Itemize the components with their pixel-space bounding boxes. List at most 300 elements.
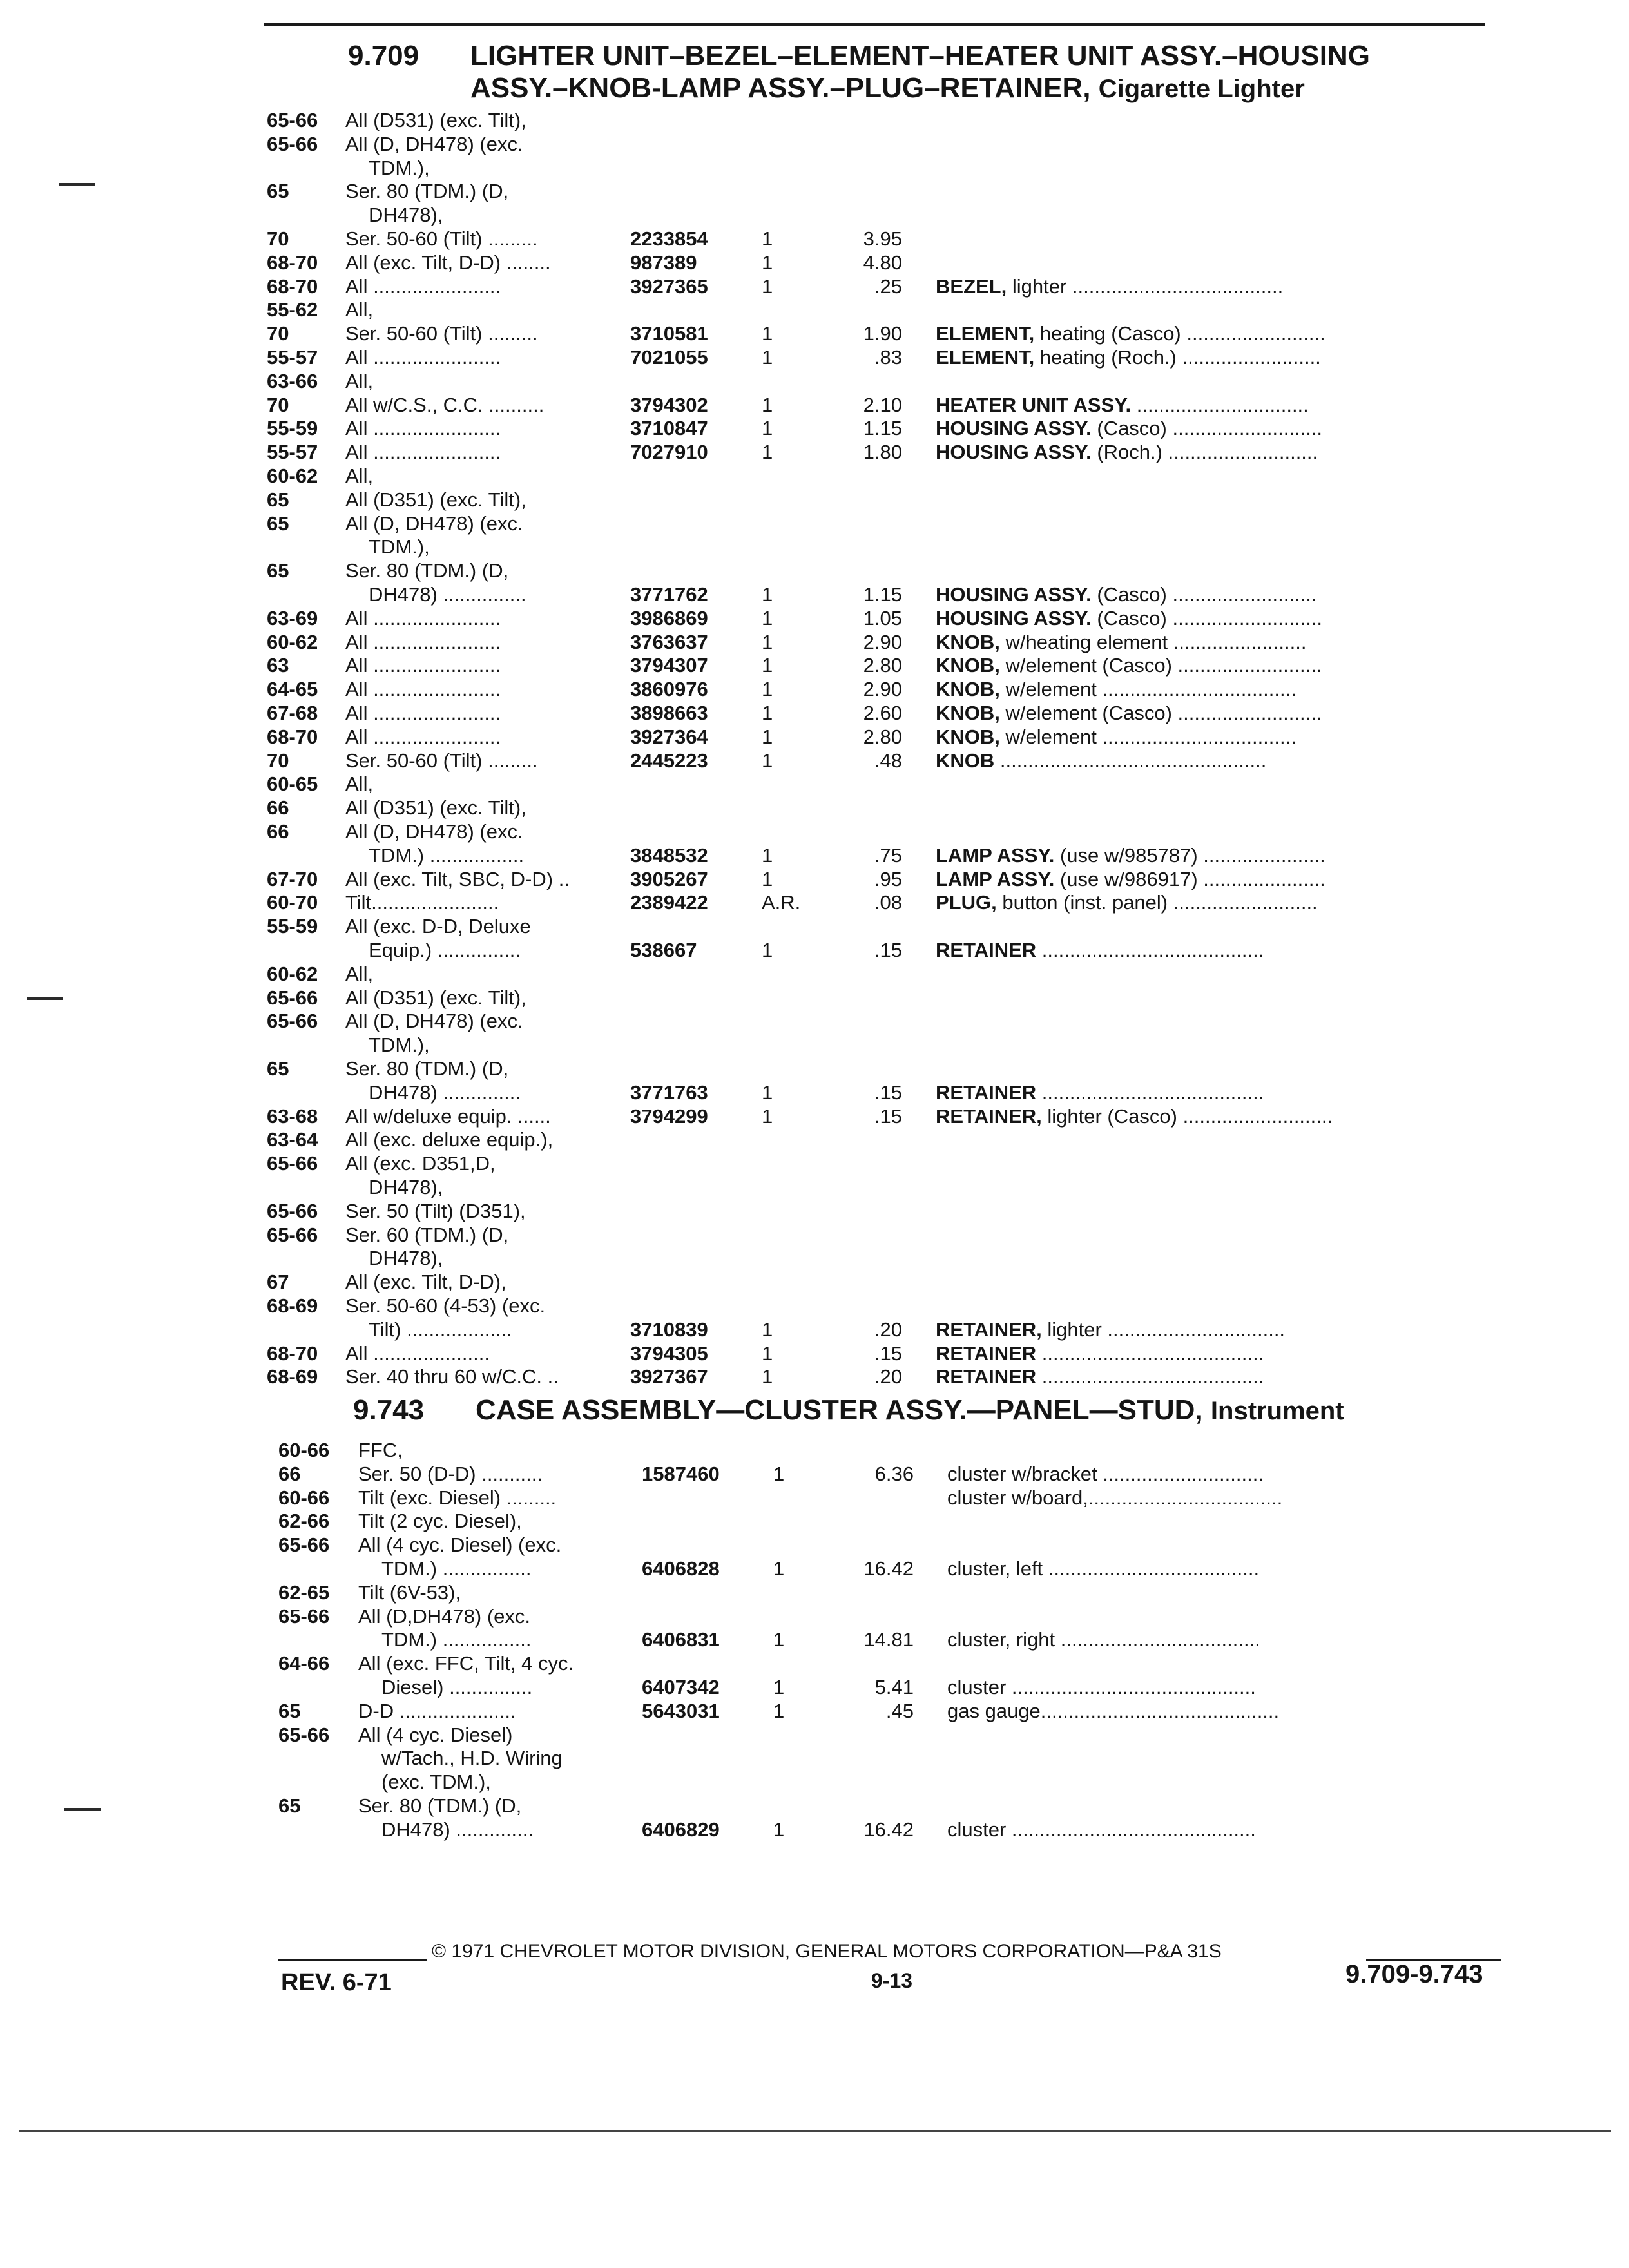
part-number: 6406829 (642, 1818, 720, 1841)
application-desc: All (exc. D351,D, (345, 1152, 496, 1175)
application-desc: All w/C.S., C.C. .......... (345, 393, 545, 416)
application-desc: DH478) ............... (369, 583, 526, 606)
part-number: 3710847 (630, 417, 708, 440)
application-desc: All (4 cyc. Diesel) (exc. (358, 1533, 562, 1557)
top-rule (264, 23, 1485, 26)
part-name-detail: w/heating element ........................ (1005, 630, 1307, 653)
quantity: 1 (762, 251, 773, 274)
table-row (0, 322, 1629, 345)
application-desc: Ser. 80 (TDM.) (D, (345, 180, 509, 203)
part-name: cluster, right .................................... (947, 1628, 1260, 1651)
quantity: 1 (762, 1318, 773, 1341)
part-number: 7021055 (630, 346, 708, 369)
quantity: 1 (762, 274, 773, 298)
table-row (0, 1009, 1629, 1033)
part-name (936, 653, 1322, 677)
list-price: .15 (874, 1081, 902, 1104)
model-year: 60-66 (278, 1486, 330, 1509)
application-desc: Ser. 80 (TDM.) (D, (345, 559, 509, 582)
application-desc: All, (345, 465, 374, 487)
application-desc: Ser. 50-60 (4-53) (exc. (345, 1294, 546, 1317)
model-year: 65 (267, 512, 289, 535)
table-row (0, 393, 1629, 417)
part-name (936, 890, 1318, 914)
list-price: .08 (874, 891, 902, 914)
part-name-detail: ............................... (1136, 393, 1309, 416)
model-year: 70 (267, 322, 289, 345)
section-title-line2: ASSY.–KNOB-LAMP ASSY.–PLUG–RETAINER, (470, 72, 1091, 104)
application-desc: All ....................... (345, 654, 501, 677)
table-row (0, 512, 1629, 535)
model-year: 67 (267, 1271, 289, 1294)
application-desc: Ser. 40 thru 60 w/C.C. .. (345, 1365, 559, 1389)
part-name-bold: RETAINER, (936, 1318, 1042, 1341)
part-number: 3986869 (630, 606, 708, 629)
part-name-detail: (Casco) ........................... (1097, 606, 1323, 629)
quantity: 1 (762, 227, 773, 250)
application-desc: All (D, DH478) (exc. (345, 132, 523, 155)
application-desc: All (D351) (exc. Tilt), (345, 796, 526, 820)
list-price: .25 (874, 274, 902, 298)
application-desc: All ....................... (345, 417, 501, 440)
list-price: .15 (874, 1341, 902, 1365)
part-name-detail: ........................................ (1041, 1365, 1264, 1389)
table-row (0, 1223, 1629, 1247)
list-price: .20 (874, 1318, 902, 1341)
application-desc: All (exc. deluxe equip.), (345, 1128, 554, 1151)
list-price: 3.95 (863, 227, 902, 250)
part-name (936, 630, 1306, 654)
application-desc: TDM.) ................ (381, 1557, 532, 1580)
model-year: 55-57 (267, 441, 318, 464)
table-row (0, 1746, 1629, 1770)
application-desc: DH478), (369, 1247, 443, 1270)
part-name-detail: ........................................ (1041, 1341, 1264, 1365)
table-row (0, 1509, 1629, 1533)
bottom-rule (19, 2130, 1611, 2132)
quantity: 1 (773, 1676, 785, 1698)
list-price: 1.90 (863, 322, 902, 345)
part-name (936, 749, 1266, 773)
part-name: cluster w/bracket ............................. (947, 1462, 1264, 1485)
part-name (936, 677, 1296, 701)
quantity: 1 (762, 1104, 773, 1128)
quantity: 1 (773, 1699, 785, 1722)
table-row (0, 1438, 1629, 1462)
application-desc: TDM.), (369, 535, 430, 559)
application-desc: TDM.), (369, 1033, 430, 1057)
table-row (0, 464, 1629, 488)
part-name (936, 416, 1322, 440)
application-desc: All, (345, 962, 374, 985)
application-desc: Ser. 50-60 (Tilt) ......... (345, 322, 538, 345)
list-price: 2.90 (863, 630, 902, 653)
part-name (936, 701, 1322, 725)
part-name (936, 1365, 1264, 1389)
part-name-detail: button (inst. panel) .......................... (1002, 891, 1318, 914)
application-desc: FFC, (358, 1439, 403, 1461)
part-name-bold: ELEMENT, (936, 322, 1035, 345)
section-range: 9.709-9.743 (1345, 1960, 1483, 1988)
table-row (0, 298, 1629, 322)
application-desc: Ser. 50 (Tilt) (D351), (345, 1199, 526, 1222)
part-name (936, 843, 1325, 867)
part-name (936, 393, 1309, 417)
quantity: 1 (762, 654, 773, 677)
application-desc: All (D531) (exc. Tilt), (345, 109, 526, 131)
application-desc: All ....................... (345, 702, 501, 724)
application-desc: All (exc. D-D, Deluxe (345, 915, 531, 938)
copyright-line: © 1971 CHEVROLET MOTOR DIVISION, GENERAL MOTORS CORPORATION—P&A 31S (432, 1941, 1222, 1962)
list-price: 2.90 (863, 678, 902, 701)
part-name-detail: w/element ................................... (1005, 725, 1296, 748)
table-row (0, 132, 1629, 156)
application-desc: Ser. 80 (TDM.) (D, (358, 1794, 522, 1817)
application-desc: All (D, DH478) (exc. (345, 820, 523, 843)
part-name-bold: HOUSING ASSY. (936, 441, 1092, 464)
table-row (0, 653, 1629, 677)
table-row (0, 1699, 1629, 1723)
part-number: 2389422 (630, 891, 708, 914)
section-title-suffix: Cigarette Lighter (1098, 75, 1305, 103)
list-price: 1.15 (863, 417, 902, 440)
model-year: 65-66 (278, 1604, 330, 1628)
table-row (0, 156, 1629, 180)
part-name-detail: (use w/986917) ...................... (1059, 867, 1325, 890)
application-desc: DH478), (369, 204, 443, 227)
part-name (936, 582, 1316, 606)
part-name-bold: RETAINER (936, 1081, 1037, 1104)
model-year: 65-66 (267, 1223, 318, 1246)
quantity: 1 (762, 441, 773, 464)
part-name-detail: heating (Casco) ......................... (1039, 322, 1325, 345)
application-desc: D-D ..................... (358, 1699, 516, 1722)
table-row (0, 1533, 1629, 1557)
model-year: 70 (267, 393, 289, 416)
part-number: 3927365 (630, 274, 708, 298)
section-number: 9.709 (348, 40, 419, 72)
part-name (936, 1318, 1285, 1341)
section-title-line1: LIGHTER UNIT–BEZEL–ELEMENT–HEATER UNIT ASSY.–HOUSING (470, 40, 1370, 72)
table-row (0, 1318, 1629, 1341)
part-name-bold: HOUSING ASSY. (936, 417, 1092, 440)
table-row (0, 559, 1629, 582)
model-year: 67-68 (267, 702, 318, 724)
table-row (0, 630, 1629, 654)
model-year: 65 (278, 1794, 301, 1817)
model-year: 63-66 (267, 369, 318, 392)
part-name-bold: PLUG, (936, 891, 997, 914)
application-desc: Ser. 60 (TDM.) (D, (345, 1223, 509, 1246)
list-price: .95 (874, 867, 902, 890)
application-desc: All, (345, 298, 374, 322)
part-name-detail: (Casco) .......................... (1097, 583, 1317, 606)
table-row (0, 108, 1629, 132)
quantity: 1 (762, 867, 773, 890)
model-year: 65-66 (267, 1199, 318, 1222)
part-name-bold: KNOB, (936, 725, 1000, 748)
table-row (0, 369, 1629, 393)
table-row (0, 1486, 1629, 1510)
application-desc: All ....................... (345, 678, 501, 701)
quantity: 1 (762, 725, 773, 748)
application-desc: All ....................... (345, 606, 501, 629)
part-name-bold: KNOB, (936, 654, 1000, 677)
model-year: 68-69 (267, 1365, 318, 1389)
part-number: 3710839 (630, 1318, 708, 1341)
part-name-detail: lighter ................................ (1047, 1318, 1286, 1341)
table-row (0, 251, 1629, 274)
quantity: 1 (762, 583, 773, 606)
part-name-bold: LAMP ASSY. (936, 843, 1055, 867)
part-number: 3794307 (630, 654, 708, 677)
part-number: 3860976 (630, 678, 708, 701)
table-row (0, 179, 1629, 203)
quantity: 1 (762, 606, 773, 629)
model-year: 62-66 (278, 1510, 330, 1533)
application-desc: DH478) .............. (369, 1081, 521, 1104)
part-number: 3771763 (630, 1081, 708, 1104)
part-name-detail: w/element (Casco) .......................... (1005, 654, 1322, 677)
part-name-bold: KNOB (936, 749, 995, 772)
application-desc: All (exc. Tilt, D-D), (345, 1271, 506, 1294)
part-name-detail: lighter ...................................... (1012, 274, 1284, 298)
list-price: 2.60 (863, 702, 902, 724)
application-desc: All (exc. Tilt, SBC, D-D) .. (345, 867, 570, 890)
section-heading-9709 (348, 40, 1370, 105)
model-year: 60-62 (267, 630, 318, 653)
model-year: 65-66 (278, 1533, 330, 1557)
model-year: 70 (267, 749, 289, 772)
part-name (936, 1081, 1264, 1104)
application-desc: All (4 cyc. Diesel) (358, 1723, 513, 1746)
quantity: A.R. (762, 891, 801, 914)
application-desc: Tilt) ................... (369, 1318, 512, 1341)
part-name: cluster w/board,................................... (947, 1486, 1283, 1509)
part-name-bold: HOUSING ASSY. (936, 606, 1092, 629)
table-row (0, 938, 1629, 962)
table-row (0, 1199, 1629, 1223)
part-number: 3848532 (630, 843, 708, 867)
part-number: 987389 (630, 251, 697, 274)
model-year: 68-70 (267, 251, 318, 274)
table-row (0, 1270, 1629, 1294)
list-price: 6.36 (874, 1462, 914, 1485)
table-row (0, 345, 1629, 369)
application-desc: Diesel) ............... (381, 1676, 533, 1698)
table-row (0, 701, 1629, 725)
application-desc: All ....................... (345, 725, 501, 748)
table-row (0, 416, 1629, 440)
part-name (936, 322, 1325, 345)
model-year: 65-66 (267, 1010, 318, 1033)
application-desc: TDM.) ................ (381, 1628, 532, 1651)
application-desc: All ....................... (345, 346, 501, 369)
part-name-detail: ........................................ (1041, 939, 1264, 961)
page-number: 9-13 (871, 1969, 913, 1992)
list-price: 2.10 (863, 393, 902, 416)
list-price: 14.81 (863, 1628, 914, 1651)
part-number: 538667 (630, 939, 697, 961)
model-year: 60-70 (267, 891, 318, 914)
list-price: 1.80 (863, 441, 902, 464)
part-name-bold: KNOB, (936, 630, 1000, 653)
table-row (0, 1794, 1629, 1818)
model-year: 66 (267, 796, 289, 820)
table-row (0, 1581, 1629, 1604)
part-number: 3794302 (630, 393, 708, 416)
part-number: 3710581 (630, 322, 708, 345)
model-year: 55-57 (267, 346, 318, 369)
list-price: .15 (874, 1104, 902, 1128)
table-row (0, 1033, 1629, 1057)
model-year: 65-66 (267, 1152, 318, 1175)
quantity: 1 (762, 417, 773, 440)
list-price: 4.80 (863, 251, 902, 274)
application-desc: DH478), (369, 1176, 443, 1198)
list-price: .15 (874, 939, 902, 961)
section-number: 9.743 (353, 1394, 425, 1426)
application-desc: DH478) .............. (381, 1818, 534, 1841)
table-row (0, 914, 1629, 938)
table-row (0, 227, 1629, 251)
part-name (936, 274, 1283, 298)
table-row (0, 1175, 1629, 1199)
part-name-bold: BEZEL, (936, 274, 1007, 298)
model-year: 65-66 (267, 132, 318, 155)
quantity: 1 (773, 1628, 785, 1651)
quantity: 1 (773, 1557, 785, 1580)
table-row (0, 890, 1629, 914)
table-row (0, 986, 1629, 1010)
model-year: 70 (267, 227, 289, 250)
application-desc: All (D351) (exc. Tilt), (345, 986, 526, 1009)
list-price: .20 (874, 1365, 902, 1389)
table-row (0, 796, 1629, 820)
list-price: .75 (874, 843, 902, 867)
part-name (936, 1341, 1264, 1365)
table-row (0, 749, 1629, 773)
table-row (0, 867, 1629, 891)
footer-rule-left (278, 1959, 427, 1961)
table-row (0, 488, 1629, 512)
part-number: 1587460 (642, 1462, 720, 1485)
table-row (0, 1604, 1629, 1628)
application-desc: w/Tach., H.D. Wiring (381, 1747, 563, 1770)
part-name (936, 606, 1322, 630)
part-number: 7027910 (630, 441, 708, 464)
table-row (0, 274, 1629, 298)
model-year: 67-70 (267, 867, 318, 890)
model-year: 65-66 (267, 986, 318, 1009)
model-year: 68-70 (267, 274, 318, 298)
quantity: 1 (762, 1365, 773, 1389)
table-row (0, 962, 1629, 986)
part-name-bold: RETAINER, (936, 1104, 1042, 1128)
application-desc: Tilt (6V-53), (358, 1581, 461, 1604)
part-name: cluster ............................................ (947, 1818, 1256, 1841)
part-number: 3794299 (630, 1104, 708, 1128)
list-price: 16.42 (863, 1557, 914, 1580)
application-desc: All (D351) (exc. Tilt), (345, 488, 526, 511)
list-price: 1.15 (863, 583, 902, 606)
part-name-bold: ELEMENT, (936, 346, 1035, 369)
application-desc: Tilt (exc. Diesel) ......... (358, 1486, 557, 1509)
table-row (0, 1341, 1629, 1365)
part-number: 3927364 (630, 725, 708, 748)
part-name (936, 440, 1318, 464)
list-price: .48 (874, 749, 902, 772)
part-name: cluster ............................................ (947, 1676, 1256, 1698)
part-number: 6406828 (642, 1557, 720, 1580)
table-row (0, 843, 1629, 867)
table-row (0, 772, 1629, 796)
part-name-detail: heating (Roch.) ......................... (1039, 346, 1321, 369)
model-year: 63-64 (267, 1128, 318, 1151)
application-desc: All (exc. FFC, Tilt, 4 cyc. (358, 1652, 574, 1675)
part-name-bold: HEATER UNIT ASSY. (936, 393, 1132, 416)
part-name-bold: HOUSING ASSY. (936, 583, 1092, 606)
application-desc: All (D, DH478) (exc. (345, 1010, 523, 1033)
application-desc: All (D, DH478) (exc. (345, 512, 523, 535)
model-year: 64-66 (278, 1652, 330, 1675)
quantity: 1 (762, 678, 773, 701)
application-desc: All, (345, 773, 374, 796)
part-name: gas gauge........................................... (947, 1699, 1280, 1722)
table-row (0, 1081, 1629, 1104)
part-name-detail: lighter (Casco) ........................... (1047, 1104, 1333, 1128)
part-number: 3771762 (630, 583, 708, 606)
quantity: 1 (762, 346, 773, 369)
part-name (936, 867, 1325, 891)
model-year: 65-66 (267, 109, 318, 131)
table-row (0, 606, 1629, 630)
section-heading-9743 (353, 1394, 1344, 1427)
part-name (936, 938, 1264, 962)
part-number: 5643031 (642, 1699, 720, 1722)
model-year: 65 (267, 488, 289, 511)
table-row (0, 203, 1629, 227)
part-name-detail: w/element (Casco) .......................... (1005, 702, 1322, 724)
application-desc: All ....................... (345, 274, 501, 298)
model-year: 65 (278, 1699, 301, 1722)
part-number: 3927367 (630, 1365, 708, 1389)
quantity: 1 (762, 393, 773, 416)
model-year: 55-59 (267, 915, 318, 938)
model-year: 65 (267, 559, 289, 582)
application-desc: All ..................... (345, 1341, 490, 1365)
table-row (0, 1818, 1629, 1841)
application-desc: (exc. TDM.), (381, 1771, 491, 1794)
model-year: 68-70 (267, 725, 318, 748)
application-desc: Ser. 80 (TDM.) (D, (345, 1057, 509, 1080)
application-desc: Equip.) ............... (369, 939, 521, 961)
model-year: 66 (267, 820, 289, 843)
application-desc: All, (345, 369, 374, 392)
model-year: 60-65 (267, 773, 318, 796)
part-name-detail: w/element ................................... (1005, 678, 1296, 701)
application-desc: Ser. 50 (D-D) ........... (358, 1462, 543, 1485)
table-row (0, 1057, 1629, 1081)
application-desc: Ser. 50-60 (Tilt) ......... (345, 749, 538, 772)
quantity: 1 (762, 843, 773, 867)
application-desc: All (exc. Tilt, D-D) ........ (345, 251, 551, 274)
list-price: 2.80 (863, 654, 902, 677)
table-row (0, 725, 1629, 749)
part-name-bold: KNOB, (936, 702, 1000, 724)
model-year: 65-66 (278, 1723, 330, 1746)
part-number: 3763637 (630, 630, 708, 653)
